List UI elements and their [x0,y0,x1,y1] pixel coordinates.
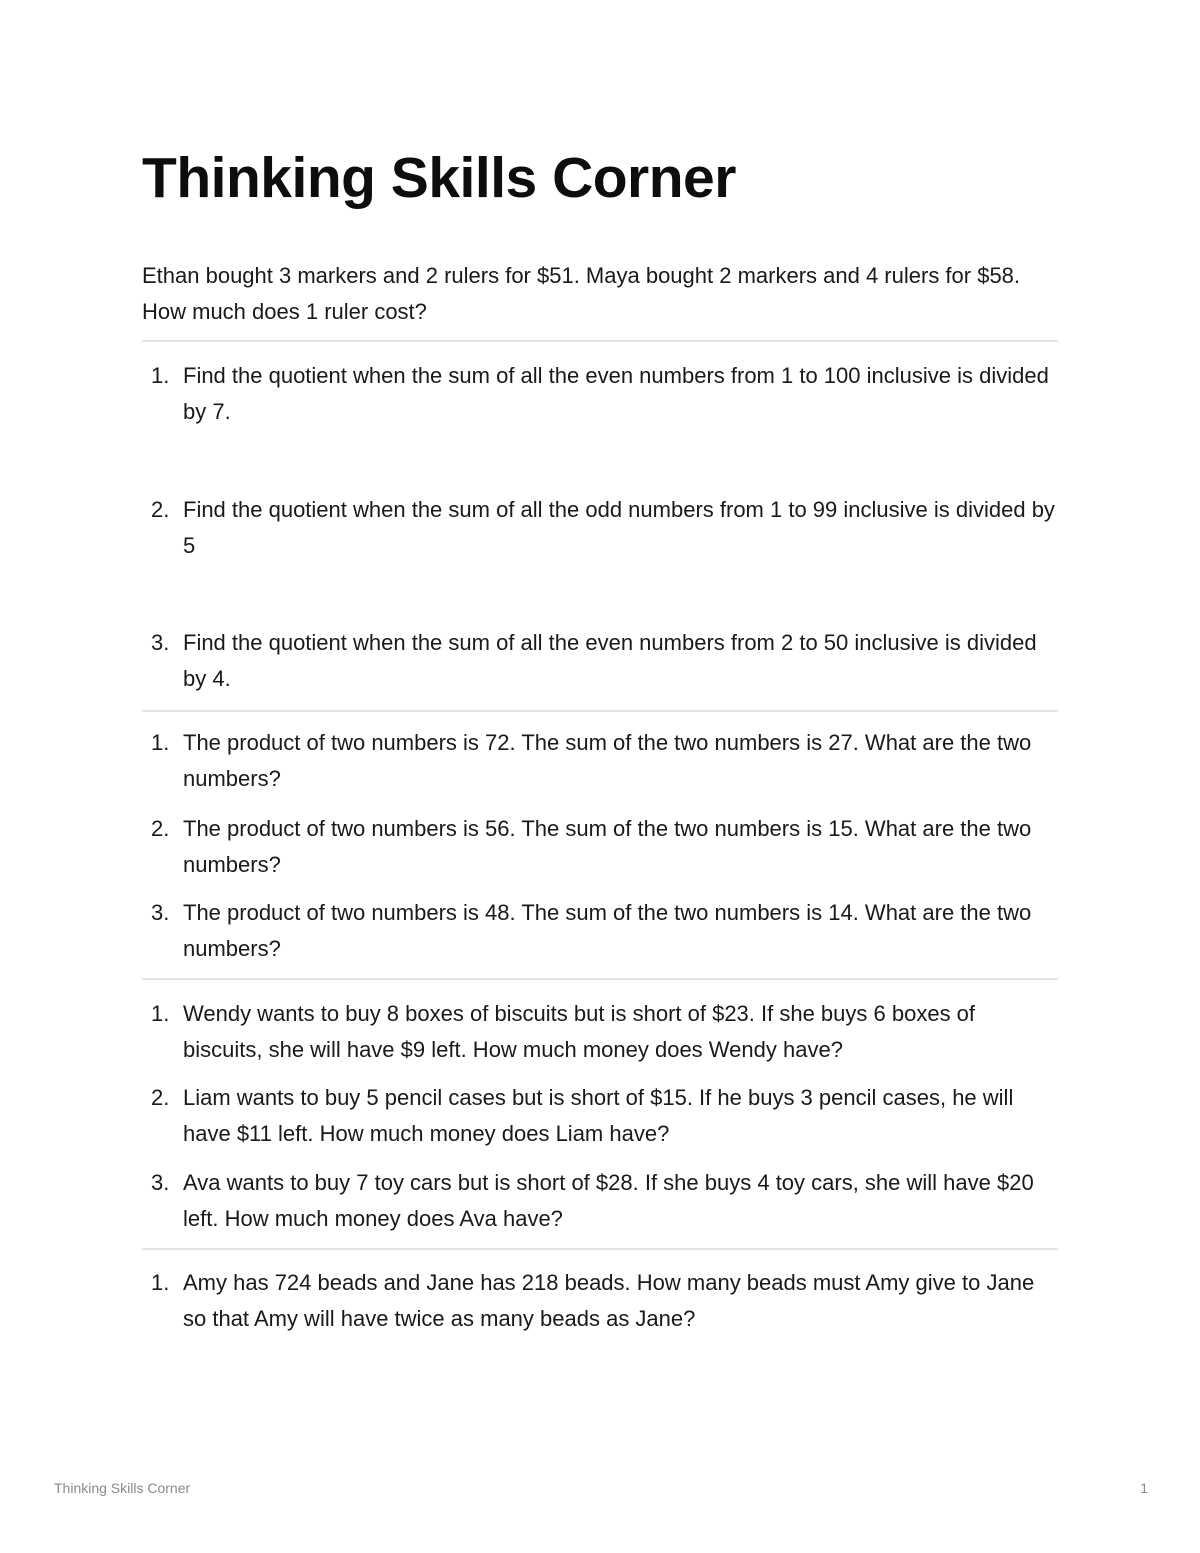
item-number: 2. [151,497,170,522]
page-title: Thinking Skills Corner [142,146,736,210]
section-divider [142,1248,1058,1250]
list-item [142,811,1058,883]
beads-problem-section [142,1265,1058,1337]
list-item [142,996,1058,1068]
list-item [142,358,1058,430]
intro-problem: Ethan bought 3 markers and 2 rulers for $51. Maya bought 2 markers and 4 rulers for $58. How much does 1 ruler cost? [142,263,1021,324]
item-number: 3. [151,1170,170,1195]
section-divider [142,340,1058,342]
item-number: 1. [151,1001,170,1026]
footer-page-number: 1 [1140,1480,1148,1496]
item-number: 2. [151,1085,170,1110]
item-text: The product of two numbers is 72. The sum of the two numbers is 27. What are the two numbers? [183,730,1032,791]
item-number: 1. [151,1270,170,1295]
item-text: Find the quotient when the sum of all the even numbers from 2 to 50 inclusive is divided by 4. [183,630,1037,691]
section-divider [142,710,1058,712]
item-text: Ava wants to buy 7 toy cars but is short of $28. If she buys 4 toy cars, she will have $20 left. How much money does Ava have? [183,1170,1034,1231]
item-number: 1. [151,363,170,388]
item-number: 2. [151,816,170,841]
footer-title: Thinking Skills Corner [54,1480,191,1496]
list-item [142,1265,1058,1337]
shortfall-problems-section [142,996,1058,1237]
item-text: Amy has 724 beads and Jane has 218 beads. How many beads must Amy give to Jane so that Amy will have twice as many beads as Jane? [183,1270,1035,1331]
quotient-problems-section [142,358,1058,697]
list-item [142,895,1058,967]
list-item [142,492,1058,564]
item-number: 3. [151,630,170,655]
list-item [142,725,1058,797]
item-text: The product of two numbers is 56. The sum of the two numbers is 15. What are the two numbers? [183,816,1032,877]
list-item [142,1080,1058,1152]
item-text: Wendy wants to buy 8 boxes of biscuits but is short of $23. If she buys 6 boxes of biscuits, she will have $9 left. How much money does Wendy have? [183,1001,976,1062]
list-item [142,1165,1058,1237]
item-text: Liam wants to buy 5 pencil cases but is short of $15. If he buys 3 pencil cases, he will have $11 left. How much money does Liam have? [183,1085,1014,1146]
list-item [142,625,1058,697]
item-text: Find the quotient when the sum of all the even numbers from 1 to 100 inclusive is divided by 7. [183,363,1049,424]
item-number: 1. [151,730,170,755]
item-number: 3. [151,900,170,925]
product-sum-problems-section [142,725,1058,967]
item-text: Find the quotient when the sum of all the odd numbers from 1 to 99 inclusive is divided by 5 [183,497,1055,558]
section-divider [142,978,1058,980]
item-text: The product of two numbers is 48. The sum of the two numbers is 14. What are the two numbers? [183,900,1032,961]
